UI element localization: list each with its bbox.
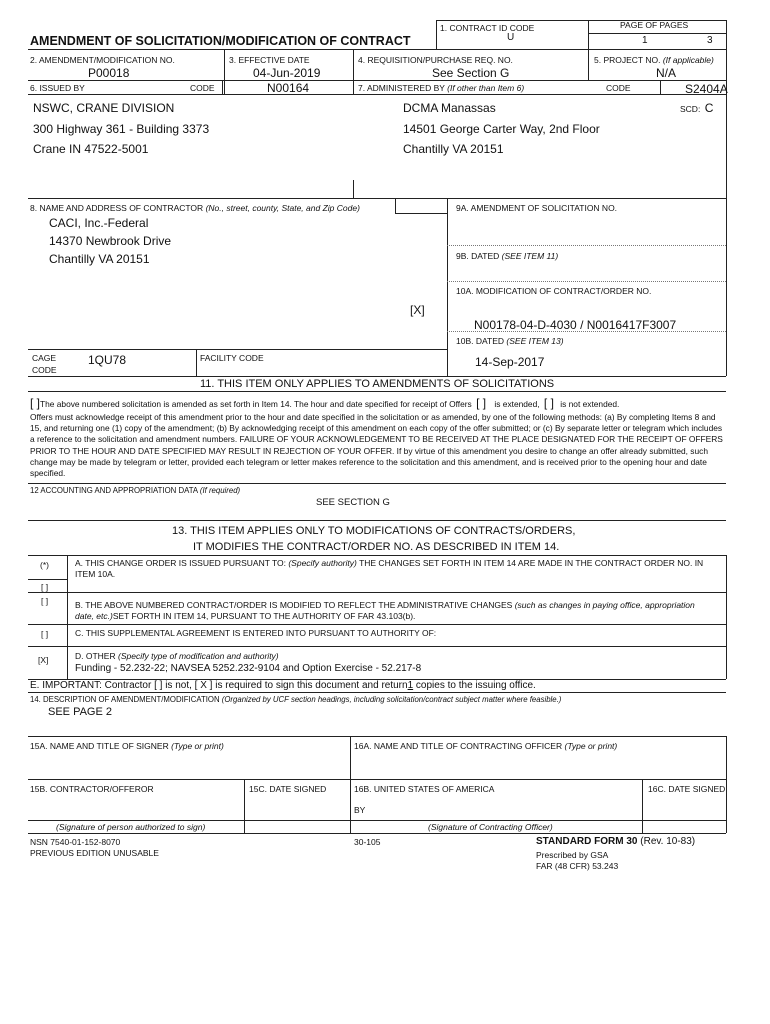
page-of-pages-label: PAGE OF PAGES xyxy=(620,20,689,30)
total-pages: 3 xyxy=(707,35,713,46)
text-b-line1: B. THE ABOVE NUMBERED CONTRACT/ORDER IS MODIFIED TO REFLECT THE ADMINISTRATIVE CHANGES (such as changes in paying office, appropriation xyxy=(75,600,695,610)
scd-field: SCD: C xyxy=(680,101,714,115)
far-reference: FAR (48 CFR) 53.243 xyxy=(536,861,619,871)
issuer-street: 300 Highway 361 - Building 3373 xyxy=(33,122,210,136)
item11-line1: [ ]The above numbered solicitation is amended as set forth in Item 14. The hour and date specified for receipt of Offers [ ] is extended, [ ] is not extended. xyxy=(30,396,620,410)
dated-9b-label: 9B. DATED (SEE ITEM 11) xyxy=(456,251,559,261)
dated-10b-label: 10B. DATED (SEE ITEM 13) xyxy=(456,336,564,346)
facility-code-label: FACILITY CODE xyxy=(200,353,264,363)
contractor-name: CACI, Inc.-Federal xyxy=(49,216,149,230)
admin-code-label: CODE xyxy=(606,83,631,93)
contractor-signature-caption: (Signature of person authorized to sign) xyxy=(56,822,206,832)
effective-date-value: 04-Jun-2019 xyxy=(253,66,321,80)
mod-check-mark: [X] xyxy=(410,303,425,317)
previous-edition: PREVIOUS EDITION UNUSABLE xyxy=(30,848,159,858)
requisition-label: 4. REQUISITION/PURCHASE REQ. NO. xyxy=(358,55,513,65)
officer-date-label: 16C. DATE SIGNED xyxy=(648,784,726,794)
cage-label: CAGE xyxy=(32,353,57,363)
contractor-label: 8. NAME AND ADDRESS OF CONTRACTOR (No., street, county, State, and Zip Code) xyxy=(30,203,360,213)
administered-by-label: 7. ADMINISTERED BY (If other than Item 6) xyxy=(358,83,525,93)
officer-signature-caption: (Signature of Contracting Officer) xyxy=(428,822,553,832)
contractor-offeror-label: 15B. CONTRACTOR/OFFEROR xyxy=(30,784,154,794)
text-c: C. THIS SUPPLEMENTAL AGREEMENT IS ENTERED INTO PURSUANT TO AUTHORITY OF: xyxy=(75,628,437,638)
contractor-street: 14370 Newbrook Drive xyxy=(49,234,172,248)
admin-name: DCMA Manassas xyxy=(403,101,496,115)
by-label: BY xyxy=(354,805,366,815)
contractor-city: Chantilly VA 20151 xyxy=(49,252,150,266)
text-a-line1: A. THIS CHANGE ORDER IS ISSUED PURSUANT TO: (Specify authority) THE CHANGES SET FORTH IN ITEM 14 ARE MADE IN THE CONTRACT ORDER NO. IN xyxy=(75,558,704,568)
issued-code-value: N00164 xyxy=(267,81,310,95)
description-value: SEE PAGE 2 xyxy=(48,706,112,718)
accounting-data-value: SEE SECTION G xyxy=(316,497,390,508)
admin-city: Chantilly VA 20151 xyxy=(403,142,504,156)
standard-form-label: STANDARD FORM 30 (Rev. 10-83) xyxy=(536,836,696,847)
mark-b: [ ] xyxy=(41,596,49,606)
mark-c: [ ] xyxy=(41,629,49,639)
item13-heading-2: IT MODIFIES THE CONTRACT/ORDER NO. AS DESCRIBED IN ITEM 14. xyxy=(193,541,560,553)
issuer-name: NSWC, CRANE DIVISION xyxy=(33,101,175,115)
mark-blank: [ ] xyxy=(41,582,49,592)
contract-id-value: U xyxy=(507,32,515,43)
project-no-label: 5. PROJECT NO. (If applicable) xyxy=(594,55,714,65)
signer-name-label: 15A. NAME AND TITLE OF SIGNER (Type or print) xyxy=(30,741,224,751)
admin-code-value: S2404A xyxy=(685,82,728,96)
mark-a: (*) xyxy=(40,560,49,570)
prescribed-by: Prescribed by GSA xyxy=(536,850,609,860)
cage-label-code: CODE xyxy=(32,365,57,375)
text-d-label: D. OTHER (Specify type of modification and authority) xyxy=(75,651,279,661)
officer-name-label: 16A. NAME AND TITLE OF CONTRACTING OFFICER (Type or print) xyxy=(354,741,618,751)
mod-10a-value: N00178-04-D-4030 / N0016417F3007 xyxy=(474,318,677,332)
amendment-no-label: 2. AMENDMENT/MODIFICATION NO. xyxy=(30,55,175,65)
nsn-number: NSN 7540-01-152-8070 xyxy=(30,837,121,847)
mod-10a-label: 10A. MODIFICATION OF CONTRACT/ORDER NO. xyxy=(456,286,652,296)
dated-10b-value: 14-Sep-2017 xyxy=(475,355,545,369)
text-b-line2: date, etc.)SET FORTH IN ITEM 14, PURSUANT TO THE AUTHORITY OF FAR 43.103(b). xyxy=(75,611,416,621)
amendment-9a-label: 9A. AMENDMENT OF SOLICITATION NO. xyxy=(456,203,618,213)
item11-heading: 11. THIS ITEM ONLY APPLIES TO AMENDMENTS OF SOLICITATIONS xyxy=(200,378,555,390)
item13-heading-1: 13. THIS ITEM APPLIES ONLY TO MODIFICATIONS OF CONTRACTS/ORDERS, xyxy=(172,525,576,537)
requisition-value: See Section G xyxy=(432,66,510,80)
text-a-line2: ITEM 10A. xyxy=(75,569,116,579)
amendment-no-value: P00018 xyxy=(88,66,130,80)
form-title: AMENDMENT OF SOLICITATION/MODIFICATION OF CONTRACT xyxy=(30,34,411,48)
page-number: 1 xyxy=(642,35,648,46)
text-d-value: Funding - 52.232-22; NAVSEA 5252.232-9104 and Option Exercise - 52.217-8 xyxy=(75,663,422,674)
project-no-value: N/A xyxy=(656,66,677,80)
important-line: E. IMPORTANT: Contractor [ ] is not, [ X ] is required to sign this document and return1 copies to the issuing office. xyxy=(30,680,536,691)
contract-id-label: 1. CONTRACT ID CODE xyxy=(440,23,535,33)
usa-label: 16B. UNITED STATES OF AMERICA xyxy=(354,784,495,794)
admin-street: 14501 George Carter Way, 2nd Floor xyxy=(403,122,600,136)
cage-value: 1QU78 xyxy=(88,353,127,367)
mark-d: [X] xyxy=(38,655,49,665)
form-code: 30-105 xyxy=(354,837,381,847)
item11-paragraph: Offers must acknowledge receipt of this amendment prior to the hour and date specified in the solicitation or as amended, by one of the following methods: (a) By completing Items 8 and 15, and returning one (1) copy of the amendment; (b) By acknowledging receipt of this amendment on each copy of the offer submitted; or (c) By separate letter or telegram which includes a reference to the solicitation and amendment numbers. FAILURE OF YOUR ACKNOWLEDGEMENT TO BE RECEIVED AT THE PLACE DESIGNATED FOR THE RECEIPT OF OFFERS PRIOR TO THE HOUR AND DATE SPECIFIED MAY RESULT IN REJECTION OF YOUR OFFER. If by virtue of this amendment you desire to change an offer already submitted, such change may be made by telegram or letter, provided each telegram or letter makes reference to the solicitation and this amendment, and is received prior to the opening hour and date specified. xyxy=(30,412,723,479)
issuer-city: Crane IN 47522-5001 xyxy=(33,142,149,156)
accounting-data-label: 12 ACCOUNTING AND APPROPRIATION DATA (If required) xyxy=(30,486,241,495)
effective-date-label: 3. EFFECTIVE DATE xyxy=(229,55,310,65)
description-label: 14. DESCRIPTION OF AMENDMENT/MODIFICATION (Organized by UCF section headings, including solicitation/contract subject matter where feasible.) xyxy=(30,695,562,704)
issued-by-label: 6. ISSUED BY xyxy=(30,83,85,93)
issued-code-label: CODE xyxy=(190,83,215,93)
contractor-date-label: 15C. DATE SIGNED xyxy=(249,784,327,794)
